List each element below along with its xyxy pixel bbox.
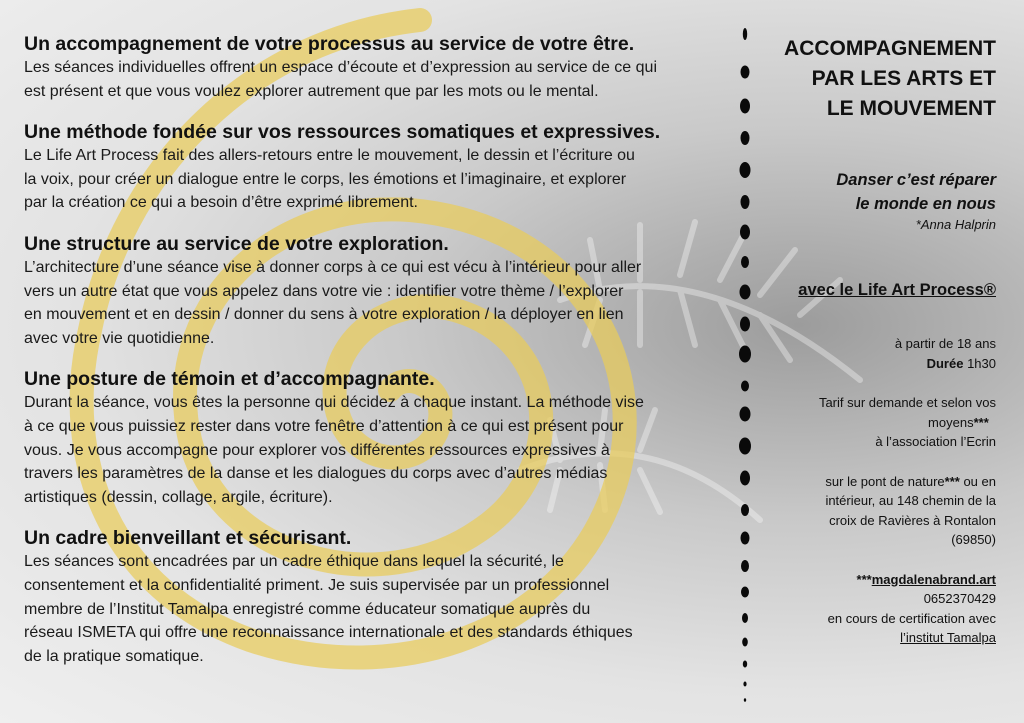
quote-line: le monde en nous: [855, 195, 996, 213]
location-text: sur le pont de nature: [825, 473, 945, 489]
main-column: [24, 32, 724, 685]
certification-line: en cours de certification avec: [827, 610, 996, 626]
section-body: [24, 144, 724, 215]
section-body: [24, 550, 724, 668]
section-processus: [24, 32, 724, 103]
quote-author: *Anna Halprin: [915, 217, 996, 232]
location-line: (69850): [951, 532, 996, 547]
tarif-line: Tarif sur demande et selon vos: [818, 395, 996, 410]
section-heading: Une posture de témoin et d’accompagnante.: [24, 368, 435, 391]
title-line: ACCOMPAGNEMENT: [784, 37, 996, 60]
website-link[interactable]: magdalenabrand.art: [871, 571, 996, 587]
body-line: Durant la séance, vous êtes la personne qui décidez à chaque instant. La méthode vise: [24, 394, 644, 412]
age-info: à partir de 18 ans: [894, 336, 996, 351]
location-line: intérieur, au 148 chemin de la: [825, 493, 996, 508]
body-line: en mouvement et en dessin / donner du sens à votre exploration / la déployer en lien: [24, 306, 624, 324]
practical-info: [764, 334, 996, 373]
body-line: vous. Je vous accompagne pour explorer vos différentes ressources expressives à: [24, 441, 610, 459]
section-posture: [24, 367, 724, 509]
section-heading: Un cadre bienveillant et sécurisant.: [24, 527, 352, 550]
section-body: [24, 56, 724, 103]
section-heading: Une structure au service de votre exploration.: [24, 232, 449, 255]
body-line: avec votre vie quotidienne.: [24, 329, 215, 347]
body-line: consentement et la confidentialité priment. Je suis supervisée par un professionnel: [24, 576, 610, 594]
quote: [764, 168, 996, 216]
institute-link[interactable]: l’institut Tamalpa: [900, 630, 996, 645]
tarif-line: à l’association l’Ecrin: [875, 434, 996, 449]
body-line: par la création ce qui a besoin d’être exprimé librement.: [24, 194, 418, 212]
body-line: L’architecture d’une séance vise à donner corps à ce qui est vécu à l’intérieur pour aller: [24, 258, 642, 276]
title-line: PAR LES ARTS ET: [811, 67, 996, 90]
section-heading: Un accompagnement de votre processus au service de votre être.: [24, 33, 635, 55]
body-line: Le Life Art Process fait des allers-retours entre le mouvement, le dessin et l’écriture ou: [24, 147, 635, 165]
duration-info: [764, 354, 996, 374]
tarif-stars: ***: [973, 414, 989, 430]
body-line: la voix, pour créer un dialogue entre le corps, les émotions et l’imaginaire, et explorer: [24, 170, 627, 188]
dot-divider: [733, 26, 757, 706]
quote-line: Danser c’est réparer: [836, 171, 996, 189]
section-body: [24, 256, 724, 350]
section-cadre: [24, 526, 724, 668]
phone-number: 0652370429: [923, 591, 996, 606]
website-stars: ***: [856, 571, 872, 587]
section-structure: [24, 232, 724, 350]
duration-label: Durée: [926, 355, 964, 371]
body-line: membre de l’Institut Tamalpa enregistré comme éducateur somatique auprès du: [24, 600, 591, 618]
flyer-title: [764, 34, 996, 124]
body-line: vers un autre état que vous appelez dans votre vie : identifier votre thème / l’explorer: [24, 282, 624, 300]
website-line[interactable]: [764, 570, 996, 590]
body-line: artistiques (dessin, collage, argile, écriture).: [24, 488, 333, 506]
duration-value: 1h30: [967, 355, 996, 371]
section-methode: [24, 120, 724, 215]
info-column: [764, 34, 996, 648]
location-text: ou en: [959, 473, 996, 489]
tarif-line-text: moyens: [928, 414, 974, 430]
tarif-info: [764, 393, 996, 452]
method-label: avec le Life Art Process®: [798, 281, 996, 299]
body-line: est présent et que vous voulez explorer autrement que par les mots ou le mental.: [24, 82, 599, 100]
title-line: LE MOUVEMENT: [826, 97, 996, 120]
body-line: travers les paramètres de la danse et les dialogues du corps avec d’autres médias: [24, 465, 608, 483]
section-heading: Une méthode fondée sur vos ressources somatiques et expressives.: [24, 121, 661, 144]
body-line: Les séances individuelles offrent un espace d’écoute et d’expression au service de ce qui: [24, 59, 657, 76]
body-line: Les séances sont encadrées par un cadre éthique dans lequel la sécurité, le: [24, 553, 564, 571]
body-line: à ce que vous puissiez rester dans votre fenêtre d’attention à ce qui est présent pour: [24, 417, 624, 435]
body-line: de la pratique somatique.: [24, 647, 204, 665]
contact-info: [764, 570, 996, 648]
location-line: croix de Ravières à Rontalon: [829, 512, 996, 528]
tarif-line: [764, 413, 996, 433]
body-line: réseau ISMETA qui offre une reconnaissance internationale et des standards éthiques: [24, 624, 633, 642]
location-info: [764, 472, 996, 550]
location-stars: ***: [944, 473, 960, 489]
location-line: [764, 472, 996, 492]
section-body: [24, 391, 724, 509]
